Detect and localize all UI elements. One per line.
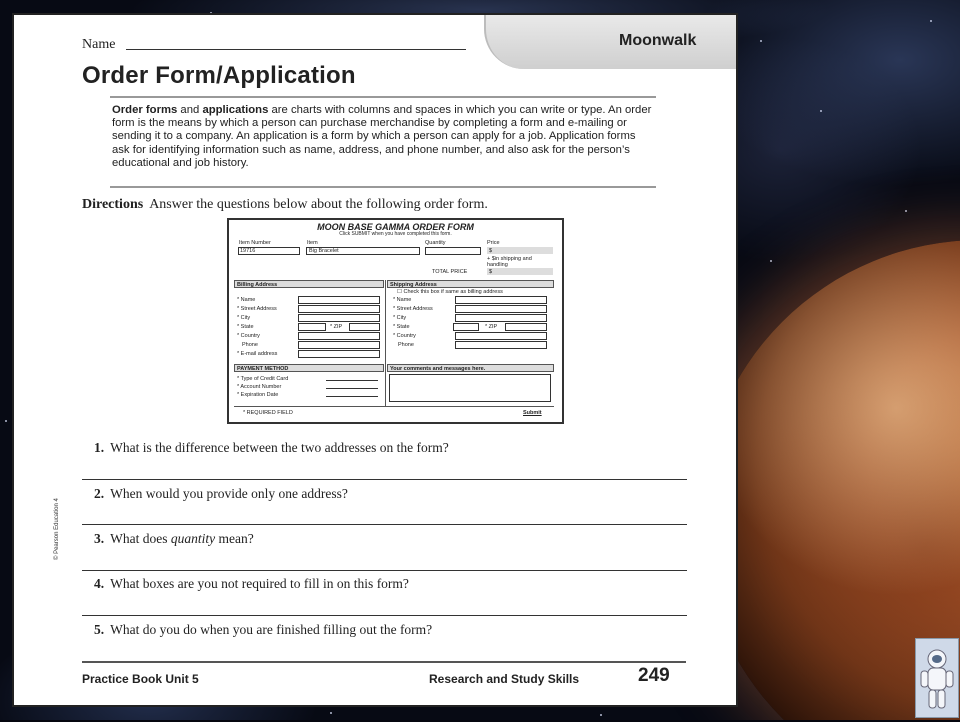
astronaut-icon[interactable] <box>915 638 959 718</box>
expiration-date-line <box>326 396 378 397</box>
footer-left: Practice Book Unit 5 <box>82 672 199 686</box>
required-note: * REQUIRED FIELD <box>243 410 293 416</box>
tab-title: Moonwalk <box>619 32 697 49</box>
intro-top-rule <box>110 96 656 98</box>
billing-email-field <box>298 350 380 358</box>
question-2: 2. When would you provide only one address? <box>94 486 348 501</box>
shipping-city-label: * City <box>393 315 407 321</box>
billing-city-field <box>298 314 380 322</box>
billing-city-label: * City <box>237 315 251 321</box>
expiration-date-label: * Expiration Date <box>237 392 279 398</box>
item-number-value: 19716 <box>240 248 256 254</box>
worksheet-page <box>12 13 738 707</box>
shipping-street-label: * Street Address <box>393 306 433 312</box>
col-quantity: Quantity <box>425 240 446 246</box>
billing-email-label: * E-mail address <box>237 351 278 357</box>
billing-country-label: * Country <box>237 333 260 339</box>
header-tab <box>484 15 738 69</box>
account-number-line <box>326 388 378 389</box>
payment-header: PAYMENT METHOD <box>234 364 384 372</box>
credit-card-line <box>326 380 378 381</box>
order-form-title: MOON BASE GAMMA ORDER FORM <box>317 222 474 232</box>
billing-name-field <box>298 296 380 304</box>
billing-header: Billing Address <box>234 280 384 288</box>
shipping-state-label: * State <box>393 324 410 330</box>
quantity-field <box>425 247 481 255</box>
billing-state-field <box>298 323 326 331</box>
question-1: 1. What is the difference between the two addresses on the form? <box>94 440 449 455</box>
name-line[interactable] <box>126 49 466 50</box>
intro-bottom-rule <box>110 186 656 188</box>
directions: Directions Answer the questions below about the following order form. <box>82 197 488 212</box>
page-title: Order Form/Application <box>82 62 356 89</box>
answer-line-3[interactable] <box>82 570 687 571</box>
same-as-billing: ☐ Check this box if same as billing address <box>397 289 503 295</box>
shipping-country-field <box>455 332 547 340</box>
item-value: Big Bracelet <box>309 248 339 254</box>
billing-state-label: * State <box>237 324 254 330</box>
total-price-label: TOTAL PRICE <box>432 269 468 275</box>
answer-line-4[interactable] <box>82 615 687 616</box>
shipping-zip-field <box>505 323 547 331</box>
billing-country-field <box>298 332 380 340</box>
shipping-state-field <box>453 323 479 331</box>
question-5: 5. What do you do when you are finished filling out the form? <box>94 622 433 637</box>
total-price-value: $ <box>489 269 493 275</box>
submit-label: Submit <box>523 410 542 416</box>
billing-street-label: * Street Address <box>237 306 277 312</box>
answer-line-1[interactable] <box>82 479 687 480</box>
copyright-notice: © Pearson Education 4 <box>54 498 60 560</box>
billing-phone-label: Phone <box>242 342 258 348</box>
shipping-phone-field <box>455 341 547 349</box>
col-price: Price <box>487 240 500 246</box>
total-price-field <box>487 268 553 275</box>
col-item: Item <box>307 240 318 246</box>
page-number: 249 <box>638 665 670 686</box>
shipping-city-field <box>455 314 547 322</box>
footer-right: Research and Study Skills <box>429 672 580 686</box>
shipping-header: Shipping Address <box>387 280 554 288</box>
order-form <box>227 218 564 424</box>
price-field <box>487 247 553 254</box>
shipping-name-field <box>455 296 547 304</box>
answer-line-2[interactable] <box>82 524 687 525</box>
question-3: 3. What does quantity mean? <box>94 531 254 546</box>
name-label: Name <box>82 37 116 52</box>
form-divider <box>385 280 386 406</box>
order-form-subtitle: Click SUBMIT when you have completed this form. <box>339 231 452 237</box>
col-item-number: Item Number <box>239 240 271 246</box>
question-4: 4. What boxes are you not required to fill in on this form? <box>94 576 409 591</box>
footer-rule <box>82 661 686 663</box>
intro-paragraph: Order forms and applications are charts with columns and spaces in which you can write or type. An order form is the means by which a person can purchase merchandise by completing a form and e-mailing or sending it to a company. An application is a form by which a person can apply for a job. Application forms ask for identifying information such as name, address, and phone number, and also ask for the person’s educational and job history. <box>112 104 652 169</box>
shipping-name-label: * Name <box>393 297 412 303</box>
checkbox-icon: ☐ <box>397 289 404 295</box>
shipping-street-field <box>455 305 547 313</box>
billing-zip-label: * ZIP <box>330 324 343 330</box>
account-number-label: * Account Number <box>237 384 282 390</box>
comments-box <box>389 374 551 402</box>
credit-card-label: * Type of Credit Card <box>237 376 289 382</box>
shipping-country-label: * Country <box>393 333 416 339</box>
billing-name-label: * Name <box>237 297 256 303</box>
billing-phone-field <box>298 341 380 349</box>
shipping-phone-label: Phone <box>398 342 414 348</box>
comments-header: Your comments and messages here. <box>387 364 554 372</box>
price-value: $ <box>489 248 493 254</box>
billing-street-field <box>298 305 380 313</box>
shipping-zip-label: * ZIP <box>485 324 498 330</box>
form-bottom-rule <box>234 406 554 407</box>
billing-zip-field <box>349 323 380 331</box>
shipping-label: + $in shipping and handling <box>487 256 532 268</box>
